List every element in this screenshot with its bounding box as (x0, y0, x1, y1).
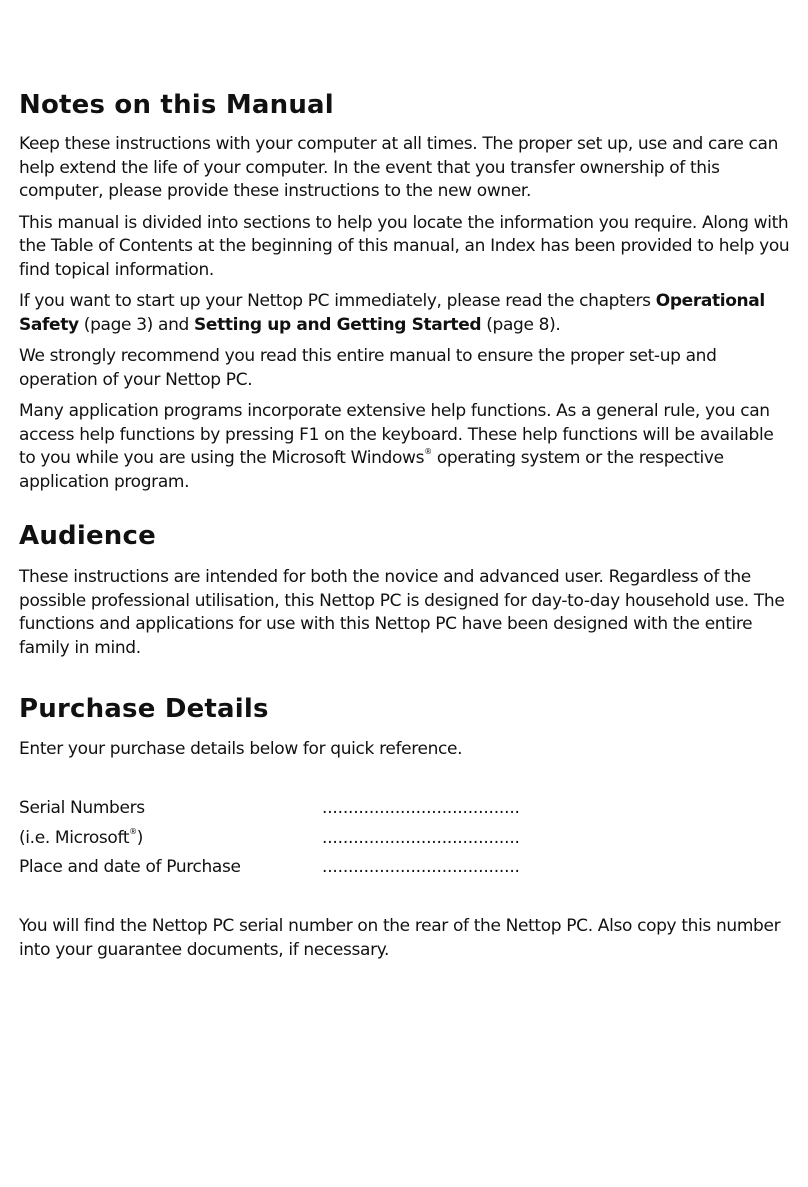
microsoft-serial-field[interactable]: ...................................... (322, 827, 520, 848)
purchase-footer-section (19, 915, 794, 962)
microsoft-serial-label-text: (i.e. Microsoft (19, 827, 130, 848)
notes-paragraph-4: We strongly recommend you read this entire manual to ensure the proper set-up and operation of your Nettop PC. (19, 346, 717, 390)
registered-trademark-mark: ® (424, 447, 432, 456)
notes-paragraph-3-text-c: (page 8). (481, 314, 561, 335)
operational-safety-reference: Operational Safety (19, 291, 765, 335)
serial-numbers-label (19, 797, 322, 821)
audience-paragraph: These instructions are intended for both the novice and advanced user. Regardless of the possible professional utilisation, this Nettop PC is designed for day-to-day household use. The functions and applications for use with this Nettop PC have been designed with the entire family in mind. (19, 567, 785, 658)
serial-numbers-row (19, 797, 579, 827)
setting-up-reference: Setting up and Getting Started (194, 314, 482, 335)
notes-paragraph-3 (19, 290, 794, 337)
audience-section (19, 566, 794, 660)
notes-paragraph-3-text-a: If you want to start up your Nettop PC immediately, please read the chapters (19, 291, 656, 311)
microsoft-serial-row (19, 827, 579, 857)
notes-heading: Notes on this Manual (19, 90, 334, 120)
notes-paragraph-5-text-a: Many application programs incorporate extensive help functions. As a general rule, you can access help functions by pressing F1 on the keyboard. These help functions will be available to you while you are using the Microsoft Windows (19, 401, 774, 468)
purchase-intro: Enter your purchase details below for quick reference. (19, 739, 463, 759)
microsoft-serial-label-end: ) (136, 827, 144, 848)
microsoft-registered-mark: ® (129, 826, 137, 836)
audience-heading: Audience (19, 521, 156, 551)
purchase-details-form (19, 797, 579, 886)
notes-paragraph-5 (19, 400, 794, 494)
notes-paragraph-5-text-b: operating system or the respective application program. (19, 448, 724, 492)
notes-section (19, 133, 794, 494)
microsoft-serial-label (19, 827, 322, 851)
purchase-details-heading: Purchase Details (19, 694, 269, 724)
notes-paragraph-2: This manual is divided into sections to help you locate the information you require. Along with the Table of Contents at the beginning of this manual, an Index has been provided to help you find topical information. (19, 212, 790, 280)
purchase-intro-section (19, 738, 794, 762)
notes-paragraph-3-text-b: (page 3) and (78, 314, 194, 335)
place-date-field[interactable]: ...................................... (322, 857, 520, 877)
serial-numbers-label-text: Serial Numbers (19, 798, 145, 818)
serial-numbers-field[interactable]: ...................................... (322, 798, 520, 818)
place-date-label (19, 856, 322, 880)
serial-number-note: You will find the Nettop PC serial number on the rear of the Nettop PC. Also copy this number into your guarantee documents, if necessary. (19, 916, 781, 960)
place-date-label-text: Place and date of Purchase (19, 857, 241, 877)
notes-paragraph-1: Keep these instructions with your computer at all times. The proper set up, use and care can help extend the life of your computer. In the event that you transfer ownership of this computer, please provide these instructions to the new owner. (19, 134, 778, 201)
place-date-row (19, 856, 579, 886)
